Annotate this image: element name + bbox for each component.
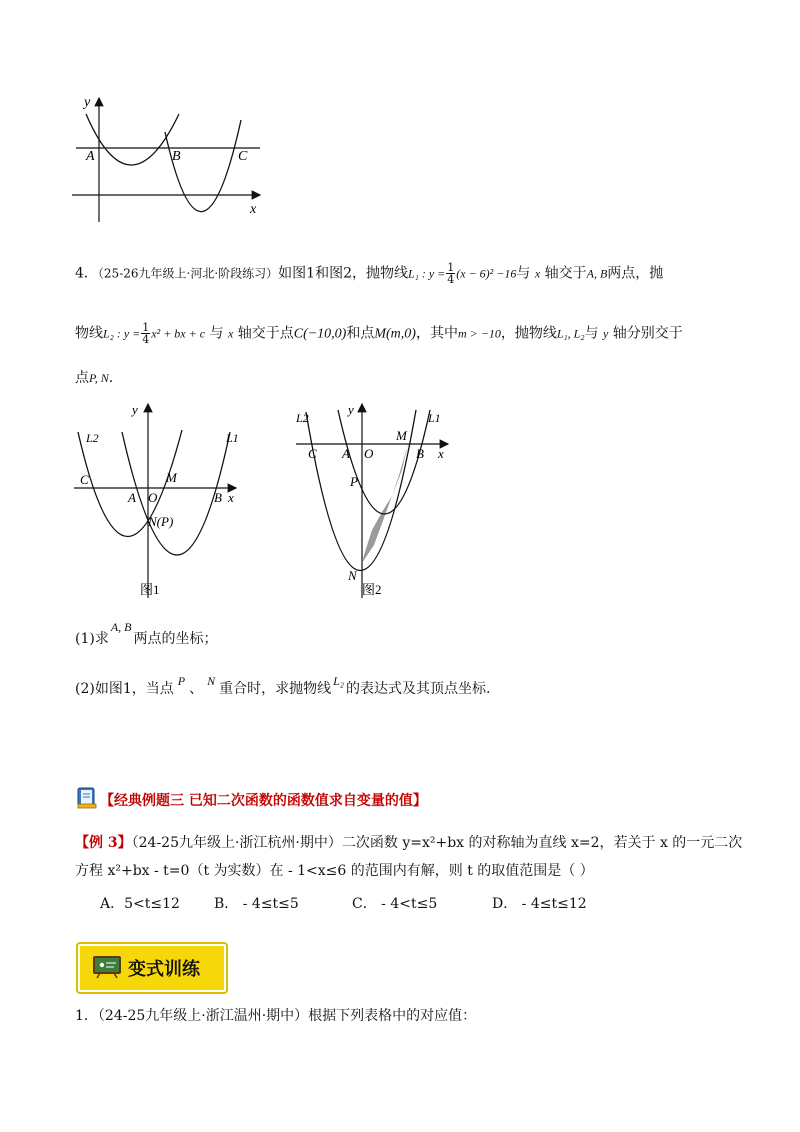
- problem-text: 物线: [75, 325, 103, 342]
- problem-text: 与: [209, 325, 224, 342]
- question-1: [75, 620, 218, 650]
- problem-text: 和点: [346, 325, 375, 342]
- L1-label: L1: [428, 411, 441, 425]
- figure-2: [292, 400, 462, 600]
- problem-text: ，抛物线: [500, 325, 557, 342]
- parabola-1: [86, 114, 179, 165]
- question-text: (1)求: [75, 631, 109, 647]
- variant-training-label: 变式训练: [128, 959, 200, 980]
- problem-4-line-3: [75, 368, 113, 388]
- problem-text: .: [108, 370, 114, 386]
- shaded-region: [362, 444, 408, 563]
- figure-1: [70, 400, 255, 600]
- point-A-label: A: [128, 490, 136, 505]
- example-3-line-2: [75, 860, 594, 882]
- variant-training-badge: [76, 942, 228, 994]
- point-N: N: [207, 674, 216, 688]
- x-label: x: [438, 446, 444, 461]
- problem-1: 1．（24-25九年级上·浙江温州·期中）根据下列表格中的对应值：: [75, 1008, 477, 1024]
- section-heading: 【经典例题三 已知二次函数的函数值求自变量的值】: [100, 793, 427, 809]
- problem-source: （25-26九年级上·河北·阶段练习）: [97, 266, 279, 281]
- parabolas-L1-L2: L₁, L₂: [556, 326, 585, 341]
- parabola-2: [165, 120, 241, 212]
- question-text: 、: [189, 681, 204, 697]
- x-variable: x: [534, 266, 541, 281]
- problem-text: 轴交于点: [237, 325, 294, 342]
- l2-equation-left: L₂ : y =: [103, 326, 141, 341]
- example-3-line-1: [75, 832, 742, 854]
- figure-2-caption: 图2: [362, 582, 382, 597]
- point-O-label: O: [364, 446, 374, 461]
- blackboard-icon: [92, 955, 122, 979]
- example-label: 【例 3】: [75, 835, 132, 851]
- point-A-label: A: [86, 149, 95, 164]
- point-C: C(−10,0): [293, 326, 347, 342]
- choice-A[interactable]: A．5<t≤12: [100, 896, 180, 912]
- problem-text: ，其中: [415, 325, 458, 342]
- point-P-label: P: [350, 474, 358, 489]
- y-variable: y: [602, 326, 609, 341]
- figure-1-caption: 图1: [140, 582, 160, 597]
- question-text: 两点的坐标；: [133, 631, 218, 647]
- y-label: y: [348, 402, 354, 417]
- choice-B[interactable]: B． - 4≤t≤5: [214, 896, 299, 912]
- problem-text: 点: [75, 370, 89, 386]
- choice-D[interactable]: D． - 4≤t≤12: [492, 896, 587, 912]
- point-A-label: A: [342, 446, 350, 461]
- l2-equation-right: x² + bx + c: [151, 326, 206, 341]
- l1-equation-left: L₁ : y =: [407, 266, 446, 281]
- points-PN: P, N: [89, 371, 109, 385]
- x-label: x: [228, 490, 234, 505]
- points-AB: A, B: [110, 620, 132, 634]
- fraction-numerator: 1: [447, 261, 455, 274]
- example-text: （24-25九年级上·浙江杭州·期中）二次函数 y=x²+bx 的对称轴为直线 x=2，若关于 x 的一元二次: [131, 835, 743, 851]
- point-O-label: O: [148, 490, 158, 505]
- L2-label: L2: [296, 411, 309, 425]
- point-M: M(m,0): [374, 326, 416, 342]
- fraction-denominator: 4: [447, 273, 455, 286]
- choice-C[interactable]: C． - 4<t≤5: [352, 896, 438, 912]
- problem-4-line-2: [75, 322, 683, 345]
- point-C-label: C: [308, 446, 317, 461]
- m-condition: m > −10: [457, 326, 501, 341]
- problem-text: 轴分别交于: [612, 325, 683, 342]
- question-text: (2)如图1，当点: [75, 681, 174, 697]
- point-M-label: M: [396, 428, 407, 443]
- question-text: 重合时，求抛物线: [219, 681, 332, 697]
- point-N-label: N: [348, 568, 357, 583]
- problem-4-line-1: [75, 262, 663, 285]
- book-icon: [76, 786, 98, 810]
- problem-text: 与: [516, 265, 531, 282]
- problem-text: 与: [584, 325, 599, 342]
- L1-label: L1: [226, 431, 239, 445]
- point-B-label: B: [416, 446, 424, 461]
- fraction-denominator: 4: [142, 333, 150, 346]
- question-text: 的表达式及其顶点坐标.: [345, 681, 491, 697]
- point-NP-label: N(P): [148, 514, 174, 529]
- parabola-L1: [338, 410, 430, 514]
- parabola-L2: L₂: [333, 674, 344, 688]
- problem-text: 两点，抛: [607, 265, 664, 282]
- y-label: y: [84, 95, 91, 110]
- problem-text: 如图1和图2，抛物线: [278, 265, 408, 282]
- point-P: P: [177, 674, 186, 688]
- problem-number: 4．: [75, 265, 98, 282]
- point-M-label: M: [166, 470, 177, 485]
- fraction-numerator: 1: [142, 321, 150, 334]
- l1-equation-right: (x − 6)² −16: [456, 266, 517, 281]
- point-B-label: B: [172, 149, 181, 164]
- question-2: [75, 674, 491, 700]
- point-C-label: C: [238, 149, 248, 164]
- y-label: y: [132, 402, 138, 417]
- example-text: 方程 x²+bx - t=0（t 为实数）在 - 1<x≤6 的范围内有解，则 t 的取值范围是（ ）: [75, 863, 594, 879]
- points-AB: A, B: [586, 266, 608, 281]
- point-C-label: C: [80, 472, 89, 487]
- L2-label: L2: [86, 431, 99, 445]
- problem-text: 轴交于: [544, 265, 587, 282]
- x-variable: x: [227, 326, 234, 341]
- top-parabola-figure: [62, 92, 272, 227]
- point-B-label: B: [214, 490, 222, 505]
- x-label: x: [250, 202, 257, 217]
